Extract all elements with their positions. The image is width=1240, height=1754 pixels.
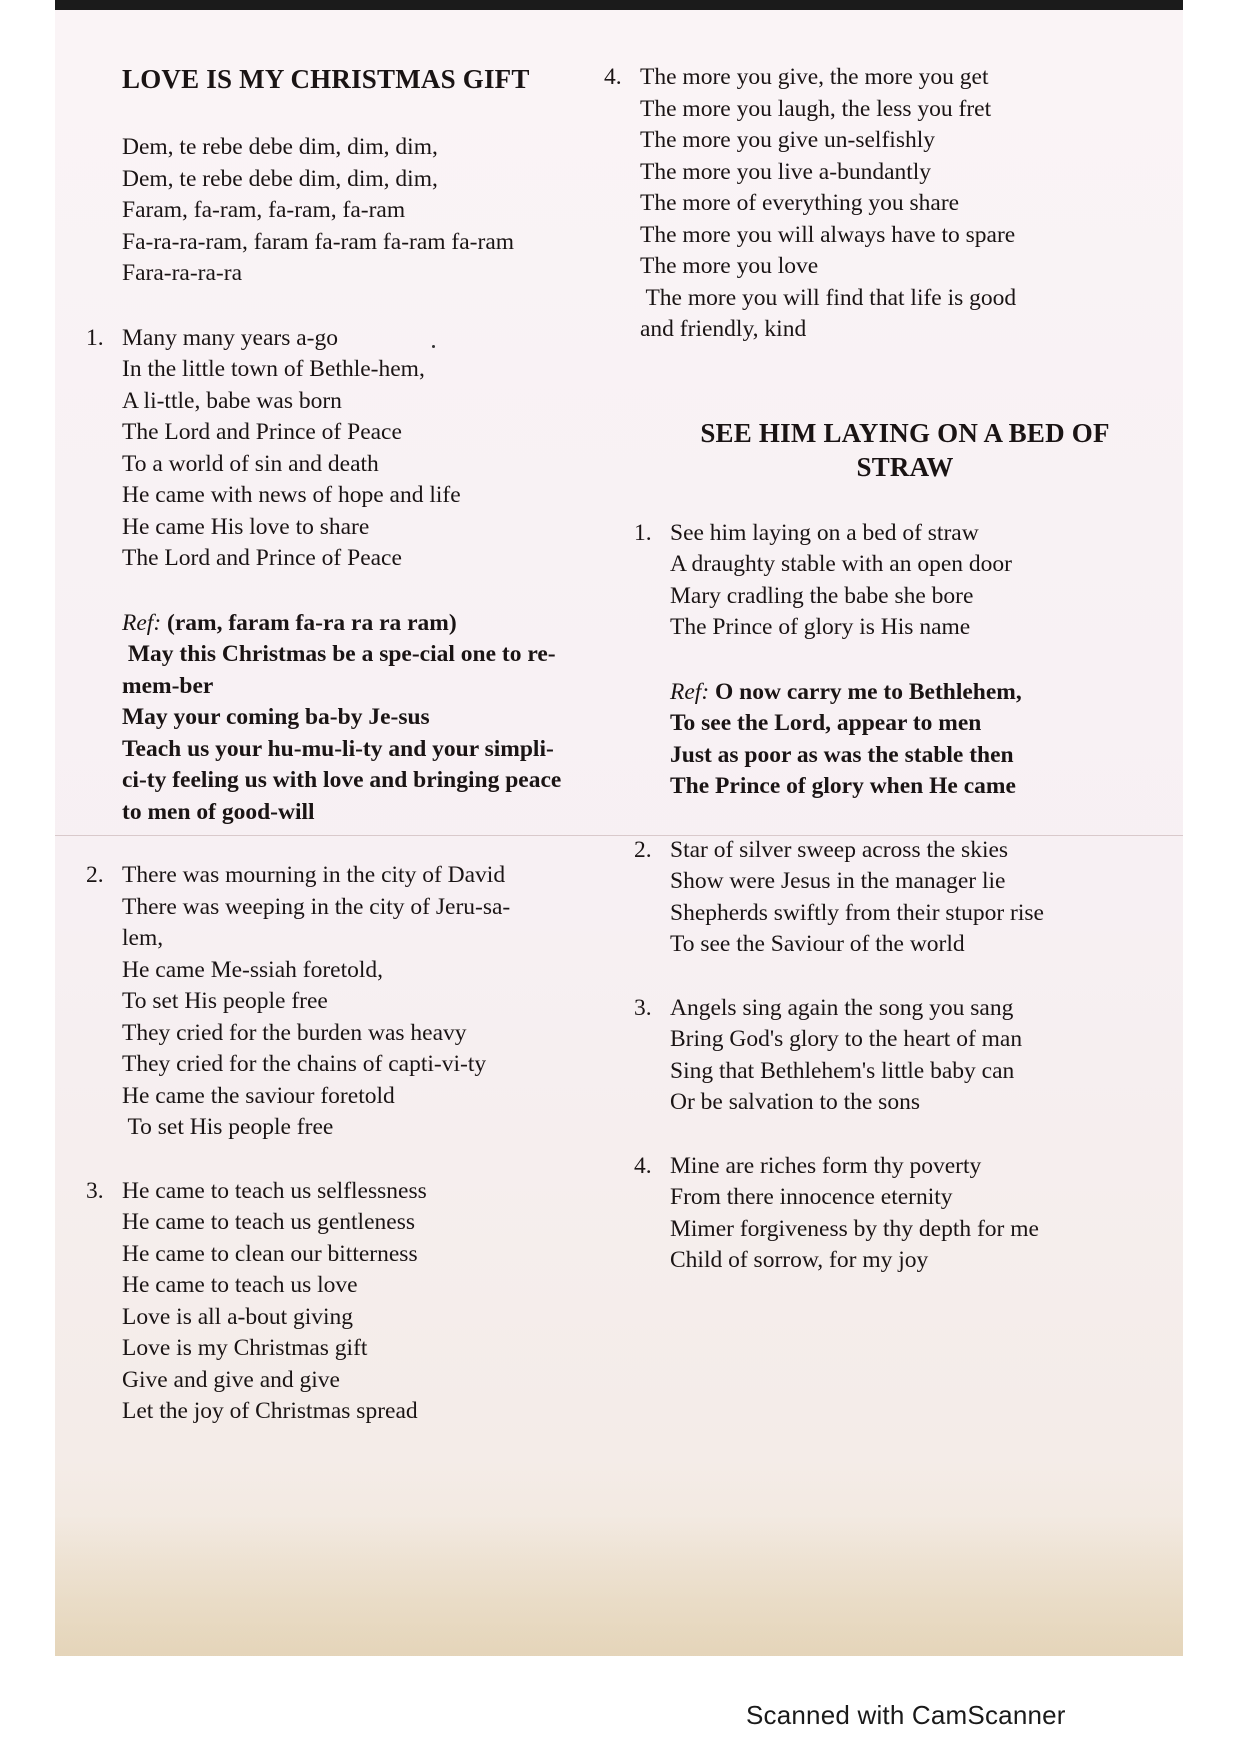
lyric-line: Love is my Christmas gift [122,1335,368,1361]
lyric-line: Mary cradling the babe she bore [670,582,974,609]
lyric-line: A li-ttle, babe was born [122,387,342,414]
lyric-line: He came to teach us love [122,1272,358,1298]
lyric-line: The more you will find that life is good [640,284,1017,311]
paper-stain [55,1516,1183,1656]
lyric-line: A draughty stable with an open door [670,551,1012,577]
refrain-first-line [670,677,1160,709]
refrain-label: Ref: [670,678,710,705]
refrain-label: Ref: [122,609,162,636]
song1-intro [122,132,592,290]
song1-verse-2 [86,860,592,1144]
lyric-line: May your coming ba-by Je-sus [122,704,430,730]
lyric-line: From there innocence eternity [670,1184,953,1210]
lyric-line: The more you live a-bundantly [640,158,932,185]
song-title-line: STRAW [856,451,954,482]
lyric-line: He came the saviour foretold [122,1082,395,1109]
song2-title-block [640,416,1160,484]
lyric-line: He came with news of hope and life [122,482,461,508]
lyric-line: To set His people free [122,1114,334,1140]
lyric-line: Or be salvation to the sons [670,1089,920,1115]
verse-number: 2. [634,836,652,863]
verse-number: 1. [634,519,652,546]
lyric-line: Fa-ra-ra-ram, faram fa-ram fa-ram fa-ram [122,228,515,255]
lyric-line: He came His love to share [122,513,370,540]
lyric-line: Love is all a-bout giving [122,1303,354,1330]
lyric-line: Child of sorrow, for my joy [670,1247,929,1273]
lyric-line: The Prince of glory is His name [670,614,971,640]
lyric-line: Shepherds swiftly from their stupor rise [670,899,1044,926]
lyric-line: To a world of sin and death [122,450,379,477]
lyric-line: There was mourning in the city of David [122,862,506,888]
lyric-line: Bring God's glory to the heart of man [670,1026,1023,1052]
song1-verse-1 [86,323,592,575]
lyric-line: The more you give, the more you get [640,64,989,90]
verse-number: 3. [86,1177,104,1204]
song2-refrain [670,677,1160,803]
lyric-line: In the little town of Bethle-hem, [122,356,425,382]
verse-number: 2. [86,862,104,888]
lyric-line: The Lord and Prince of Peace [122,419,402,445]
lyric-line: The more you give un-selfishly [640,127,935,153]
lyric-line: He came to teach us gentleness [122,1209,415,1235]
song1-refrain [122,608,592,829]
lyric-line: He came to clean our bitterness [122,1240,418,1267]
lyric-line: (ram, faram fa-ra ra ra ram) [161,609,457,636]
lyric-line: To see the Saviour of the world [670,931,965,957]
lyric-line: Let the joy of Christmas spread [122,1398,418,1424]
lyric-line: Teach us your hu-mu-li-ty and your simpli- [122,735,554,762]
song-title [685,416,1125,484]
lyric-line: The more you will always have to spare [640,221,1016,248]
song1-verse-4 [604,62,1160,346]
verse-number: 4. [634,1152,652,1179]
lyric-line: Show were Jesus in the manager lie [670,868,1006,894]
song-title: LOVE IS MY CHRISTMAS GIFT [122,64,530,94]
lyric-line: Fara-ra-ra-ra [122,260,243,286]
lyric-line: Dem, te rebe debe dim, dim, dim, [122,134,438,160]
refrain-first-line [122,608,592,640]
lyric-line: The Prince of glory when He came [670,773,1016,799]
lyric-line: and friendly, kind [640,316,807,342]
song-title-line: SEE HIM LAYING ON A BED OF [700,417,1110,448]
lyric-line: See him laying on a bed of straw [670,519,979,546]
verse-number: 1. [86,324,104,351]
lyric-line: He came Me-ssiah foretold, [122,956,384,983]
lyric-line: Faram, fa-ram, fa-ram, fa-ram [122,197,406,223]
lyric-line: They cried for the chains of capti-vi-ty [122,1051,487,1077]
verse-number: 3. [634,994,652,1021]
lyric-line: There was weeping in the city of Jeru-sa- [122,893,511,920]
lyric-line: Star of silver sweep across the skies [670,836,1009,863]
lyric-line: Just as poor as was the stable then [670,741,1014,768]
lyric-line: The more you laugh, the less you fret [640,95,992,122]
lyric-line: The Lord and Prince of Peace [122,545,402,571]
song1-verse-3 [86,1176,592,1428]
song2-verse-2 [634,835,1160,961]
lyric-line: To see the Lord, appear to men [670,710,982,736]
ink-speck [432,345,435,348]
right-column [604,62,1160,1277]
lyric-line: Angels sing again the song you sang [670,994,1014,1021]
lyric-line: lem, [122,925,164,951]
lyric-line: mem-ber [122,672,214,699]
lyric-line: The more you love [640,253,819,279]
lyric-line: O now carry me to Bethlehem, [709,678,1022,705]
song2-verse-4 [634,1151,1160,1277]
lyric-line: ci-ty feeling us with love and bringing peace [122,767,562,793]
lyric-line: He came to teach us selflessness [122,1177,427,1204]
song2-verse-3 [634,993,1160,1119]
lyric-line: Mimer forgiveness by thy depth for me [670,1215,1039,1242]
lyric-line: Give and give and give [122,1366,340,1393]
lyric-line: They cried for the burden was heavy [122,1019,467,1046]
song2-verse-1 [634,518,1160,644]
scanner-watermark: Scanned with CamScanner [746,1700,1066,1730]
verse-number: 4. [604,64,622,90]
lyric-line: Many many years a-go [122,324,338,351]
lyric-line: The more of everything you share [640,190,960,216]
lyric-line: to men of good-will [122,798,315,825]
lyric-line: Dem, te rebe debe dim, dim, dim, [122,165,438,192]
lyric-line: May this Christmas be a spe-cial one to re- [122,641,556,667]
lyric-line: Mine are riches form thy poverty [670,1152,982,1179]
lyric-line: Sing that Bethlehem's little baby can [670,1057,1015,1084]
left-column [86,62,592,1428]
lyric-line: To set His people free [122,988,328,1014]
